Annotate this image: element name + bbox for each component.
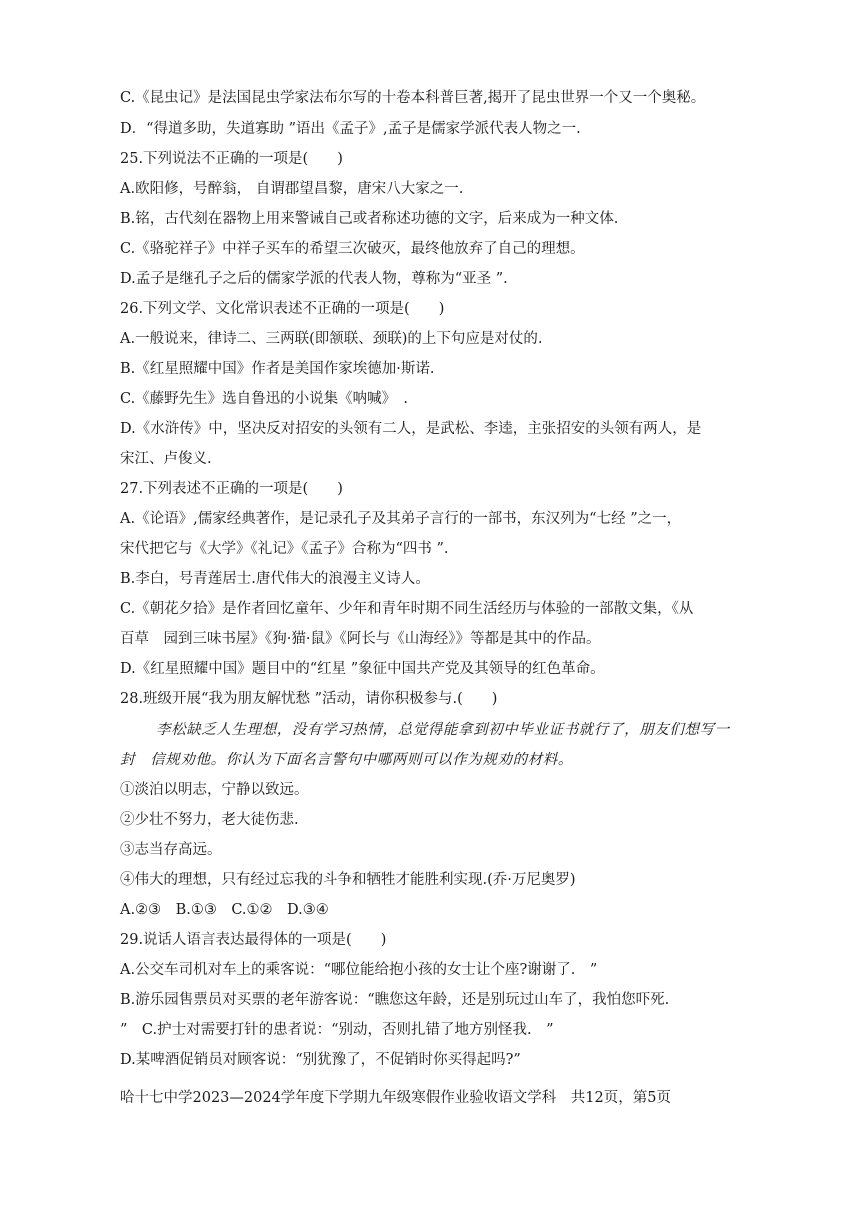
question-29-stem: 29.说话人语言表达最得体的一项是( ) (120, 932, 387, 948)
answer-options: A.②③ B.①③ C.①② D.③④ (120, 902, 329, 918)
question-25-stem: 25.下列说法不正确的一项是( ) (120, 151, 343, 167)
option-b: B.铭，古代刻在器物上用来警诫自己或者称述功德的文字，后来成为一种文体. (120, 211, 619, 227)
option-a-continued: 宋代把它与《大学》《礼记》《孟子》合称为“四书 ”. (120, 541, 449, 557)
option-b: B.李白，号青莲居士.唐代伟大的浪漫主义诗人。 (120, 571, 430, 587)
text-line: C.《昆虫记》是法国昆虫学家法布尔写的十卷本科普巨著,揭开了昆虫世界一个又一个奥秘。 (120, 90, 706, 106)
option-c-continued: 百草 园到三味书屋》《狗·猫·鼠》《阿长与《山海经》》等都是其中的作品。 (120, 631, 601, 647)
page-footer: 哈十七中学2023—2024学年度下学期九年级寒假作业验收语文学科 共12页，第5页 (120, 1090, 671, 1106)
option-d: D.《水浒传》中，坚决反对招安的头领有二人，是武松、李逵，主张招安的头领有两人，是 (120, 421, 702, 437)
quote-item-4: ④伟大的理想，只有经过忘我的斗争和牺牲才能胜利实现.(乔·万尼奥罗) (120, 872, 576, 888)
quote-item-1: ①淡泊以明志，宁静以致远。 (120, 782, 309, 798)
scenario-paragraph: 李松缺乏人生理想，没有学习热情，总觉得能拿到初中毕业证书就行了，朋友们想写一 (156, 722, 730, 738)
text-line: D．“得道多助，失道寡助 ”语出《孟子》,孟子是儒家学派代表人物之一. (120, 121, 581, 137)
scenario-paragraph-continued: 封 信规劝他。你认为下面名言警句中哪两则可以作为规劝的材料。 (120, 752, 573, 768)
option-d-continued: 宋江、卢俊义. (120, 451, 212, 467)
quote-item-2: ②少壮不努力，老大徒伤悲. (120, 812, 299, 828)
option-a: A.《论语》,儒家经典著作，是记录孔子及其弟子言行的一部书，东汉列为“七经 ”之一， (120, 511, 682, 527)
quote-item-3: ③志当存高远。 (120, 842, 222, 858)
option-d: D.孟子是继孔子之后的儒家学派的代表人物，尊称为“亚圣 ”. (120, 271, 508, 287)
option-a: A.一般说来，律诗二、三两联(即颔联、颈联)的上下句应是对仗的. (120, 331, 543, 347)
option-d: D.《红星照耀中国》题目中的“红星 ”象征中国共产党及其领导的红色革命。 (120, 661, 605, 677)
option-b: B.游乐园售票员对买票的老年游客说：“瞧您这年龄，还是别玩过山车了，我怕您吓死. (120, 992, 670, 1008)
option-d: D.某啤酒促销员对顾客说：“别犹豫了，不促销时你买得起吗?” (120, 1052, 521, 1068)
question-26-stem: 26.下列文学、文化常识表述不正确的一项是( ) (120, 301, 445, 317)
option-b-continued-option-c: ” C.护士对需要打针的患者说：“别动，否则扎错了地方别怪我. ” (120, 1022, 554, 1038)
option-b: B.《红星照耀中国》作者是美国作家埃德加·斯诺. (120, 361, 435, 377)
option-a: A.公交车司机对车上的乘客说：“哪位能给抱小孩的女士让个座?谢谢了. ” (120, 962, 598, 978)
option-c: C.《骆驼祥子》中祥子买车的希望三次破灭，最终他放弃了自己的理想。 (120, 241, 585, 257)
option-c: C.《藤野先生》选自鲁迅的小说集《呐喊》 . (120, 391, 409, 407)
option-a: A.欧阳修，号醉翁， 自谓郡望昌黎，唐宋八大家之一. (120, 181, 464, 197)
question-28-stem: 28.班级开展“我为朋友解忧愁 ”活动，请你积极参与.( ) (120, 691, 498, 707)
question-27-stem: 27.下列表述不正确的一项是( ) (120, 481, 343, 497)
option-c: C.《朝花夕拾》是作者回忆童年、少年和青年时期不同生活经历与体验的一部散文集，《从 (120, 601, 694, 617)
